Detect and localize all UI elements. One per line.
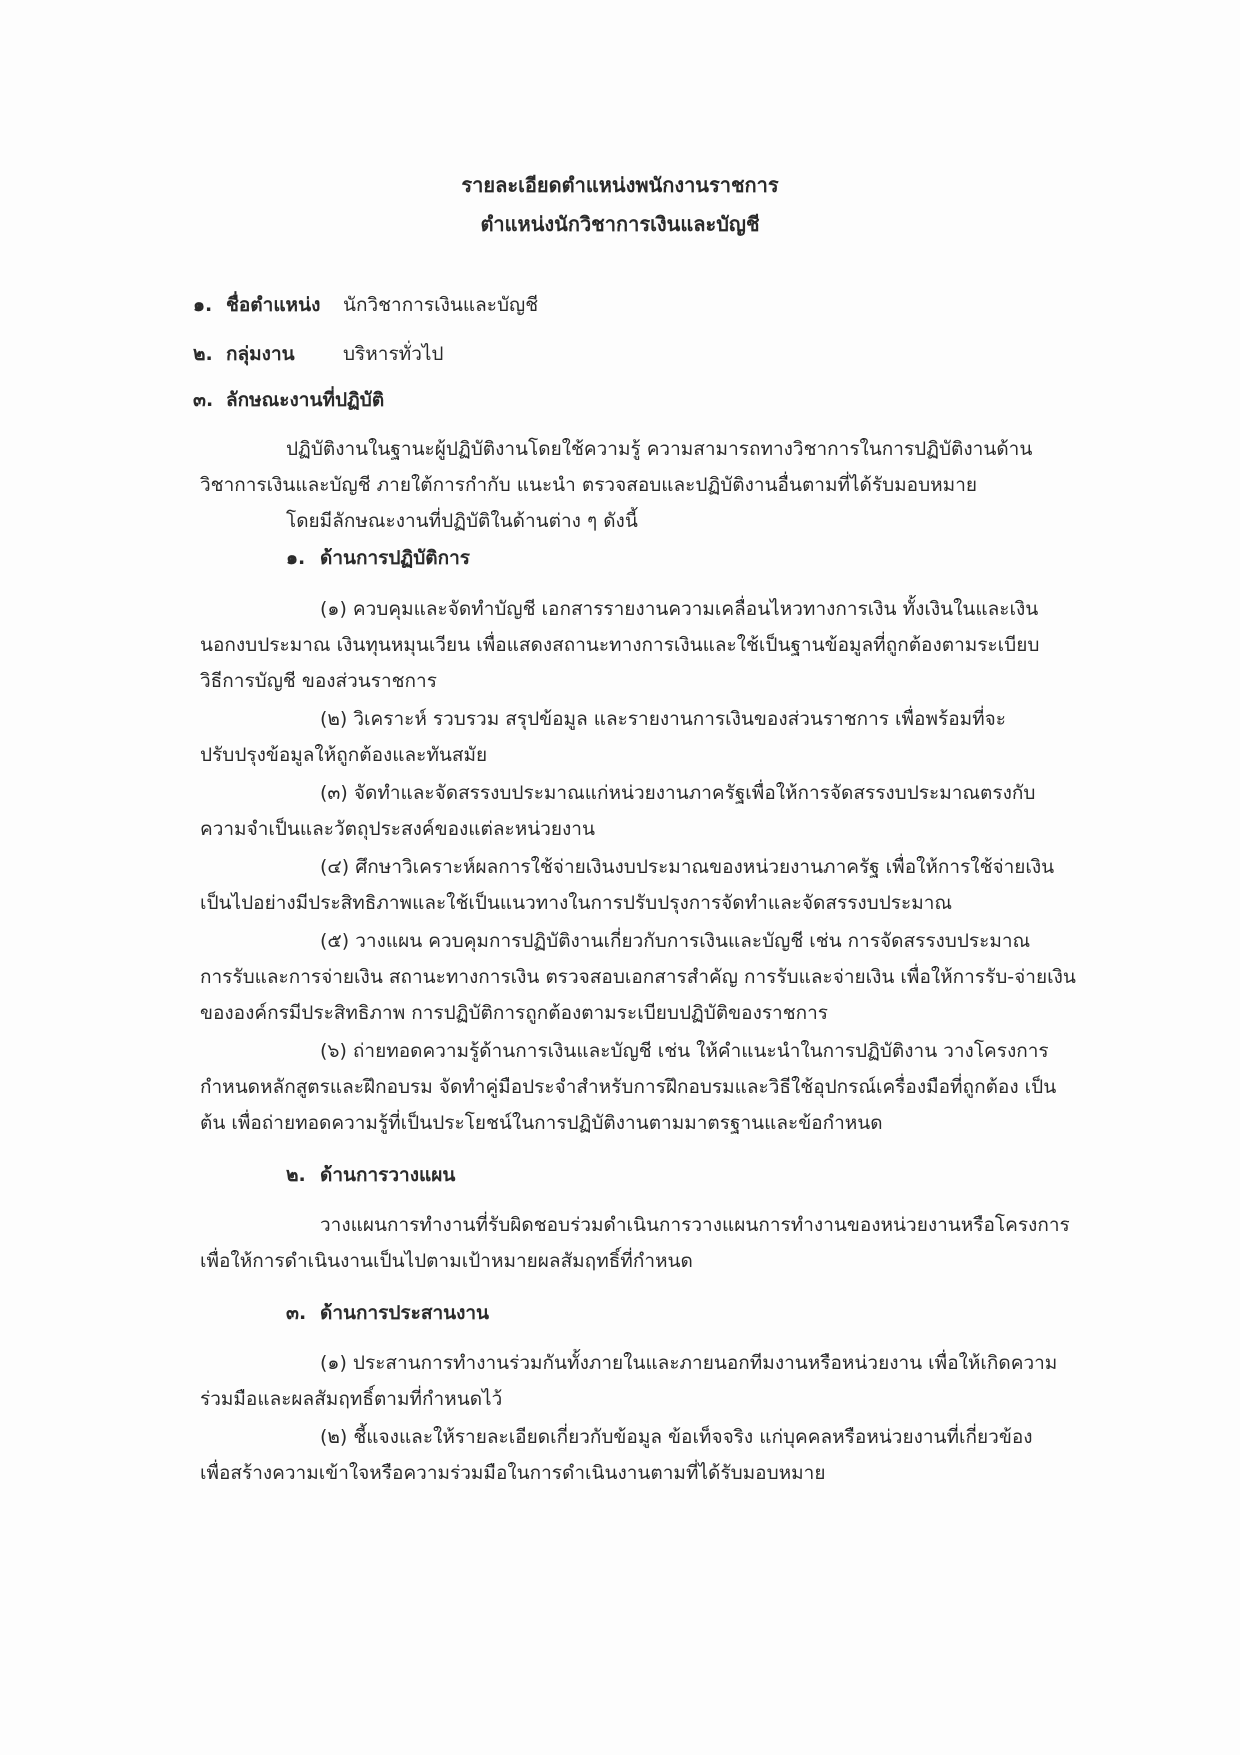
s1-item1-line1: (๑) ควบคุมและจัดทำบัญชี เอกสารรายงานความเคลื่อนไหวทางการเงิน ทั้งเงินในและเงิน	[320, 598, 1039, 620]
item-3-label: ลักษณะงานที่ปฏิบัติ	[226, 389, 385, 411]
section-3-heading: ด้านการประสานงาน	[320, 1302, 490, 1324]
s1-item3-line2: ความจำเป็นและวัตถุประสงค์ของแต่ละหน่วยงาน	[200, 818, 595, 840]
intro-line-3: โดยมีลักษณะงานที่ปฏิบัติในด้านต่าง ๆ ดังนี้	[286, 510, 638, 532]
section-3-number: ๓.	[286, 1302, 307, 1324]
s1-item4-line1: (๔) ศึกษาวิเคราะห์ผลการใช้จ่ายเงินงบประมาณของหน่วยงานภาครัฐ เพื่อให้การใช้จ่ายเงิน	[320, 856, 1055, 878]
s1-item3-line1: (๓) จัดทำและจัดสรรงบประมาณแก่หน่วยงานภาครัฐเพื่อให้การจัดสรรงบประมาณตรงกับ	[320, 782, 1036, 804]
item-1-number: ๑.	[193, 294, 213, 316]
item-1-label: ชื่อตำแหน่ง	[226, 294, 321, 316]
s1-item2-line2: ปรับปรุงข้อมูลให้ถูกต้องและทันสมัย	[200, 744, 488, 766]
s3-item1-line2: ร่วมมือและผลสัมฤทธิ์ตามที่กำหนดไว้	[200, 1388, 503, 1410]
s2-item1-line2: เพื่อให้การดำเนินงานเป็นไปตามเป้าหมายผลสัมฤทธิ์ที่กำหนด	[200, 1250, 693, 1272]
item-3-number: ๓.	[193, 389, 214, 411]
s1-item4-line2: เป็นไปอย่างมีประสิทธิภาพและใช้เป็นแนวทางในการปรับปรุงการจัดทำและจัดสรรงบประมาณ	[200, 892, 953, 914]
s3-item2-line2: เพื่อสร้างความเข้าใจหรือความร่วมมือในการดำเนินงานตามที่ได้รับมอบหมาย	[200, 1462, 826, 1484]
s2-item1-line1: วางแผนการทำงานที่รับผิดชอบร่วมดำเนินการวางแผนการทำงานของหน่วยงานหรือโครงการ	[320, 1214, 1070, 1236]
s1-item5-line2: การรับและการจ่ายเงิน สถานะทางการเงิน ตรวจสอบเอกสารสำคัญ การรับและจ่ายเงิน เพื่อให้การรับ-จ่ายเงิน	[200, 966, 1076, 988]
document-subtitle: ตำแหน่งนักวิชาการเงินและบัญชี	[480, 212, 760, 236]
item-2-value: บริหารทั่วไป	[343, 343, 444, 365]
section-2-heading: ด้านการวางแผน	[320, 1164, 456, 1186]
s1-item2-line1: (๒) วิเคราะห์ รวบรวม สรุปข้อมูล และรายงานการเงินของส่วนราชการ เพื่อพร้อมที่จะ	[320, 708, 1006, 730]
section-1-heading: ด้านการปฏิบัติการ	[320, 547, 470, 569]
s1-item5-line3: ขององค์กรมีประสิทธิภาพ การปฏิบัติการถูกต้องตามระเบียบปฏิบัติของราชการ	[200, 1002, 828, 1024]
section-2-number: ๒.	[286, 1164, 306, 1186]
s1-item6-line3: ต้น เพื่อถ่ายทอดความรู้ที่เป็นประโยชน์ในการปฏิบัติงานตามมาตรฐานและข้อกำหนด	[200, 1112, 883, 1134]
s1-item1-line2: นอกงบประมาณ เงินทุนหมุนเวียน เพื่อแสดงสถานะทางการเงินและใช้เป็นฐานข้อมูลที่ถูกต้องตามระเบียบ	[200, 634, 1040, 656]
section-1-number: ๑.	[286, 547, 306, 569]
s1-item1-line3: วิธีการบัญชี ของส่วนราชการ	[200, 670, 437, 692]
intro-line-2: วิชาการเงินและบัญชี ภายใต้การกำกับ แนะนำ ตรวจสอบและปฏิบัติงานอื่นตามที่ได้รับมอบหมาย	[200, 474, 978, 496]
s3-item1-line1: (๑) ประสานการทำงานร่วมกันทั้งภายในและภายนอกทีมงานหรือหน่วยงาน เพื่อให้เกิดความ	[320, 1352, 1058, 1374]
s3-item2-line1: (๒) ชี้แจงและให้รายละเอียดเกี่ยวกับข้อมูล ข้อเท็จจริง แก่บุคคลหรือหน่วยงานที่เกี่ยวข้อง	[320, 1426, 1033, 1448]
s1-item6-line2: กำหนดหลักสูตรและฝึกอบรม จัดทำคู่มือประจำสำหรับการฝึกอบรมและวิธีใช้อุปกรณ์เครื่องมือที่ถูกต้อง เป็น	[200, 1076, 1057, 1098]
s1-item5-line1: (๕) วางแผน ควบคุมการปฏิบัติงานเกี่ยวกับการเงินและบัญชี เช่น การจัดสรรงบประมาณ	[320, 930, 1031, 952]
item-2-label: กลุ่มงาน	[226, 343, 295, 365]
item-2-number: ๒.	[193, 343, 213, 365]
intro-line-1: ปฏิบัติงานในฐานะผู้ปฏิบัติงานโดยใช้ความรู้ ความสามารถทางวิชาการในการปฏิบัติงานด้าน	[286, 438, 1033, 460]
item-1-value: นักวิชาการเงินและบัญชี	[343, 294, 539, 316]
document-title: รายละเอียดตำแหน่งพนักงานราชการ	[461, 173, 779, 197]
s1-item6-line1: (๖) ถ่ายทอดความรู้ด้านการเงินและบัญชี เช่น ให้คำแนะนำในการปฏิบัติงาน วางโครงการ	[320, 1040, 1049, 1062]
